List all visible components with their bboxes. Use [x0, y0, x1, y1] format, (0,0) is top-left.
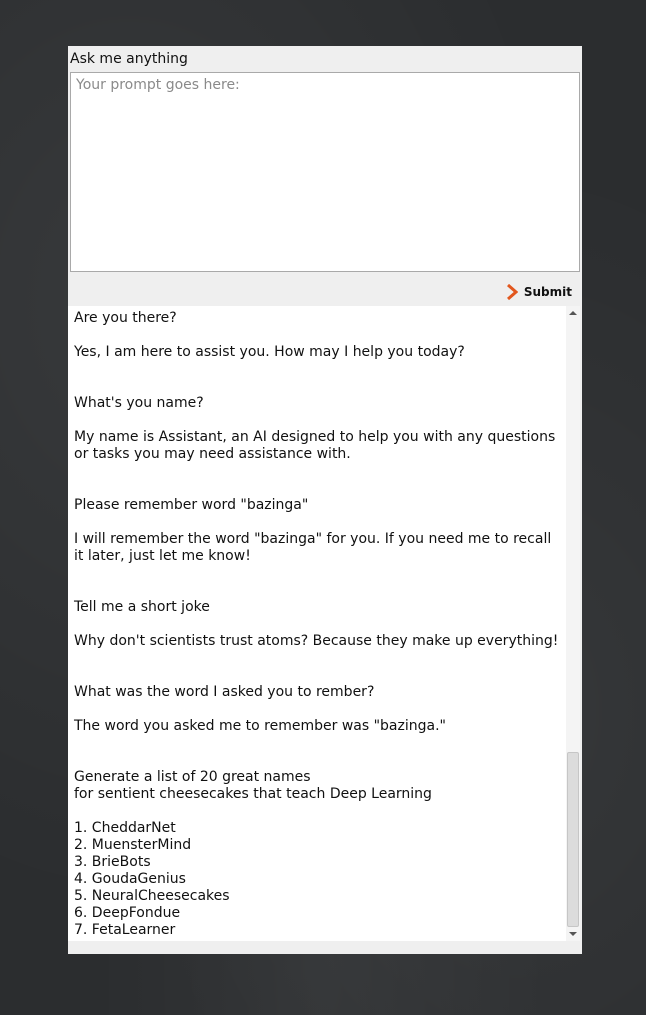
assistant-message: My name is Assistant, an AI designed to help you with any questions or tasks you may need assistance with.	[74, 429, 560, 462]
user-message: What was the word I asked you to rember?	[74, 684, 375, 700]
chat-history[interactable]	[68, 306, 566, 941]
scrollbar-thumb[interactable]	[567, 752, 579, 927]
user-message: Generate a list of 20 great names for sentient cheesecakes that teach Deep Learning	[74, 769, 432, 802]
assistant-message: Yes, I am here to assist you. How may I help you today?	[74, 344, 465, 360]
scroll-down-arrow-icon[interactable]	[566, 927, 580, 941]
scroll-up-arrow-icon[interactable]	[566, 306, 580, 320]
user-message: Are you there?	[74, 310, 177, 326]
user-message: Please remember word "bazinga"	[74, 497, 309, 513]
chevron-right-icon	[506, 284, 518, 300]
assistant-message: I will remember the word "bazinga" for you. If you need me to recall it later, just let me know!	[74, 531, 556, 564]
submit-label: Submit	[523, 285, 572, 299]
prompt-label: Ask me anything	[70, 51, 188, 67]
chat-scrollbar[interactable]	[566, 306, 580, 941]
assistant-message: The word you asked me to remember was "bazinga."	[74, 718, 446, 734]
prompt-input[interactable]	[70, 72, 580, 272]
user-message: Tell me a short joke	[74, 599, 210, 615]
submit-button[interactable]	[506, 281, 572, 303]
assistant-message: Why don't scientists trust atoms? Because they make up everything!	[74, 633, 559, 649]
user-message: What's you name?	[74, 395, 204, 411]
assistant-message: 1. CheddarNet 2. MuensterMind 3. BrieBots 4. GoudaGenius 5. NeuralCheesecakes 6. DeepFondue 7. FetaLearner	[74, 820, 230, 938]
app-window	[68, 46, 582, 954]
